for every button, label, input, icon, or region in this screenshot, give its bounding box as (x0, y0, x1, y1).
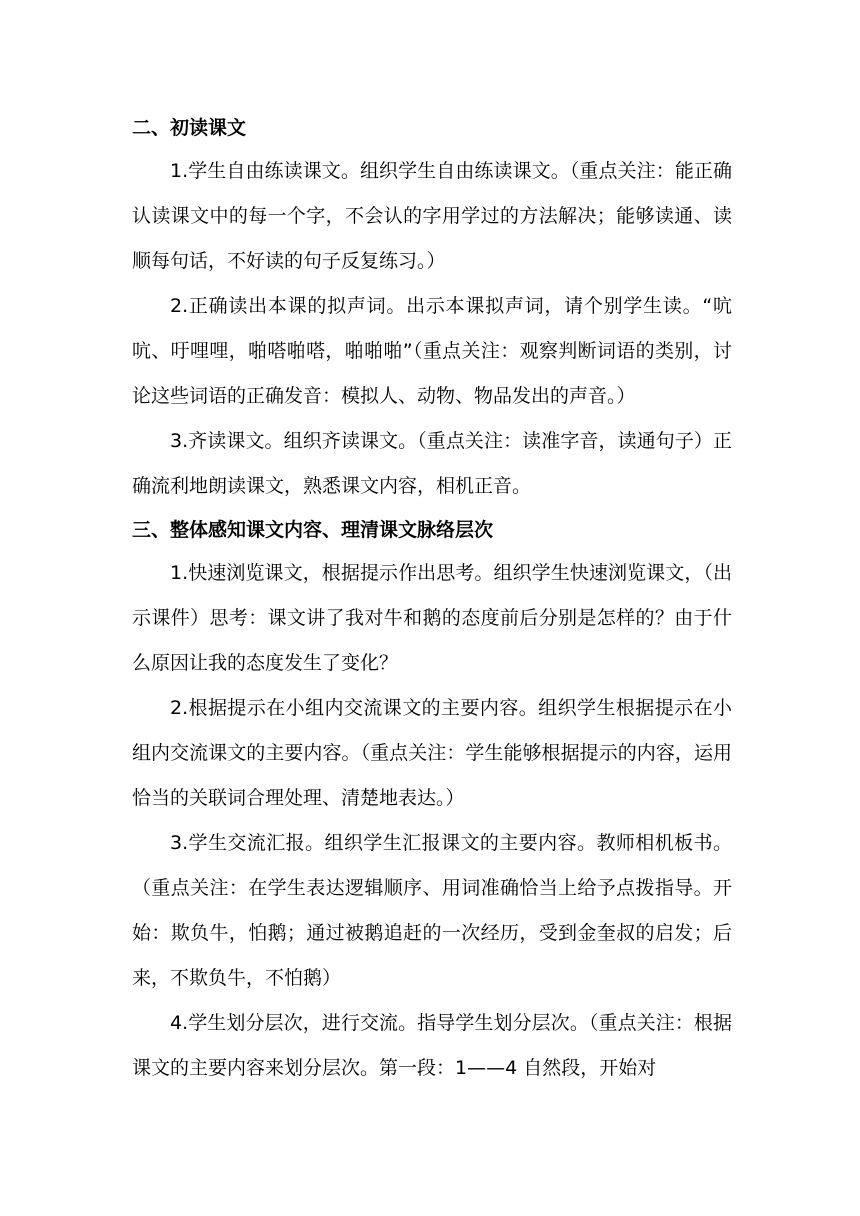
paragraph-report: 3.学生交流汇报。组织学生汇报课文的主要内容。教师相机板书。（重点关注：在学生表达逻辑顺序、用词准确恰当上给予点拨指导。开始：欺负牛，怕鹅；通过被鹅追赶的一次经历，受到金奎叔的启发；后来，不欺负牛，不怕鹅） (132, 832, 732, 989)
paragraph-free-reading: 1.学生自由练读课文。组织学生自由练读课文。（重点关注：能正确认读课文中的每一个字，不会认的字用学过的方法解决；能够读通、读顺每句话，不好读的句子反复练习。） (132, 160, 732, 272)
paragraph-group-reading: 3.齐读课文。组织齐读课文。（重点关注：读准字音，读通句子）正确流利地朗读课文，熟悉课文内容，相机正音。 (132, 430, 732, 497)
section-heading-first-reading: 二、初读课文 (132, 117, 247, 139)
section-heading-overall-perception: 三、整体感知课文内容、理清课文脉络层次 (132, 519, 494, 541)
paragraph-divide-layers: 4.学生划分层次，进行交流。指导学生划分层次。（重点关注：根据课文的主要内容来划分层次。第一段：1——4 自然段，开始对 (132, 1012, 732, 1079)
paragraph-quick-browse: 1.快速浏览课文，根据提示作出思考。组织学生快速浏览课文，（出示课件）思考：课文讲了我对牛和鹅的态度前后分别是怎样的？由于什么原因让我的态度发生了变化？ (132, 562, 732, 674)
paragraph-onomatopoeia: 2.正确读出本课的拟声词。出示本课拟声词，请个别学生读。“吭吭、吁哩哩，啪嗒啪嗒，啪啪啪”（重点关注：观察判断词语的类别，讨论这些词语的正确发音：模拟人、动物、物品发出的声音。） (132, 295, 732, 407)
document-page (132, 108, 732, 1091)
paragraph-group-discussion: 2.根据提示在小组内交流课文的主要内容。组织学生根据提示在小组内交流课文的主要内容。（重点关注：学生能够根据提示的内容，运用恰当的关联词合理处理、清楚地表达。） (132, 697, 732, 809)
